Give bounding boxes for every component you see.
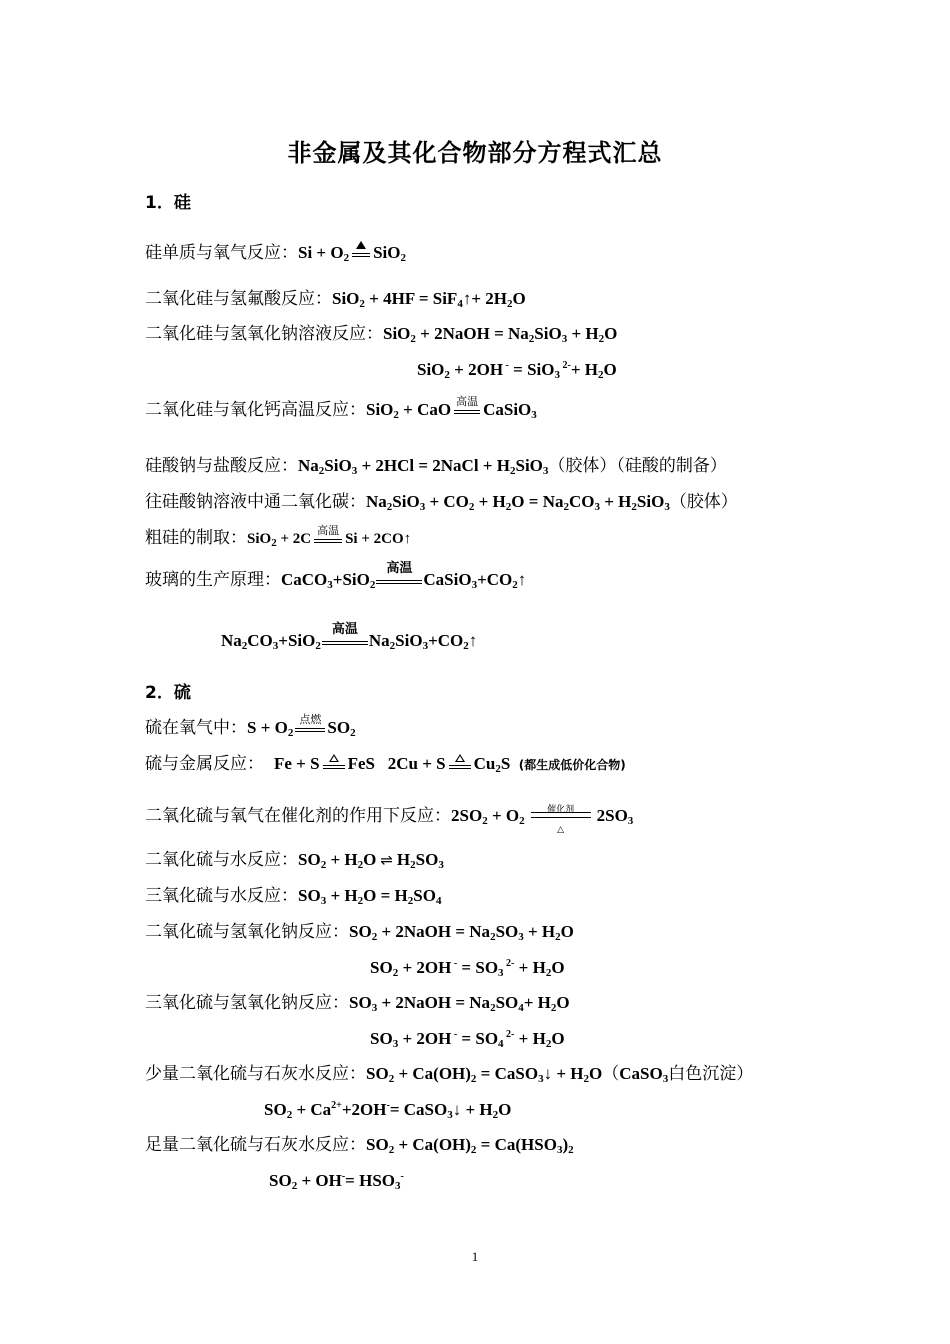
- equation-line: 二氧化硫与氧气在催化剂的作用下反应：$2SO_2 + O_2$ 催化剂 △ $2SO_3$: [145, 805, 634, 835]
- reaction-label: 玻璃的生产原理：: [145, 570, 281, 590]
- page-number: 1: [471, 1249, 479, 1264]
- reaction-label: 往硅酸钠溶液中通二氧化碳：: [145, 492, 366, 512]
- reaction-note: 白色沉淀）: [668, 1064, 754, 1084]
- equation-line: 硫在氧气中：$S + O_2$ 点燃 $SO_2$: [145, 713, 356, 739]
- equation-line: 粗硅的制取：SiO$_2$ + 2C 高温 Si + 2CO↑: [145, 524, 412, 549]
- ionic-equation: $SO_3 + 2OH$ $^- = SO_4$ $^{2-} + H_2O$: [370, 1029, 565, 1050]
- equation-line: 二氧化硫与氢氧化钠反应：$SO_2$ + 2NaOH = $Na_2SO_3 + H_2O$: [145, 922, 574, 943]
- reaction-label: 二氧化硅与氧化钙高温反应：: [145, 400, 366, 420]
- reaction-note: （胶体）: [669, 492, 738, 512]
- equation-line: $Na_2CO_3+SiO_2$ 高温 $Na_2SiO_3+CO_2↑$: [221, 622, 478, 652]
- equation-line: 硅单质与氧气反应：$Si + O_2$ SiO$_2$: [145, 243, 406, 264]
- condition-label: 高温: [331, 622, 358, 637]
- ionic-equation: $SO_2 + Ca^{2+}+2OH^-=$ CaSO$_3$↓ + $H_2O$: [264, 1100, 512, 1121]
- reaction-label: 硫在氧气中：: [145, 718, 247, 738]
- section-heading-silicon: 1．硅: [145, 193, 191, 213]
- reaction-note: （胶体）（硅酸的制备）: [548, 456, 727, 476]
- reaction-label: 足量二氧化硫与石灰水反应：: [145, 1135, 366, 1155]
- equation-line: 往硅酸钠溶液中通二氧化碳：$Na_2SiO_3 + CO_2 + H_2O = Na_2CO_3 + H_2SiO_3$（胶体）: [145, 492, 738, 513]
- reaction-label: 二氧化硅与氢氟酸反应：: [145, 289, 332, 309]
- ionic-equation: SiO$_2$ + 2OH - = SiO$_3$ $^{2-}+ H_2O$: [417, 360, 617, 381]
- equation-line: 三氧化硫与氢氧化钠反应：$SO_3$ + 2NaOH = $Na_2SO_4+ H_2O$: [145, 993, 570, 1014]
- equation-line: 二氧化硅与氢氧化钠溶液反应：SiO$_2$ + 2NaOH = $Na_2SiO_3 + H_2O$: [145, 324, 618, 345]
- reaction-label: 二氧化硅与氢氧化钠溶液反应：: [145, 324, 383, 344]
- reaction-label: 二氧化硫与水反应：: [145, 850, 298, 870]
- equation-line: 玻璃的生产原理：CaCO$_3$+SiO$_2$ 高温 $CaSiO_3+CO_2↑$: [145, 561, 527, 591]
- condition-label: 高温: [386, 561, 413, 576]
- reaction-label: 硅酸钠与盐酸反应：: [145, 456, 298, 476]
- reaction-label: 三氧化硫与氢氧化钠反应：: [145, 993, 349, 1013]
- equation-line: 二氧化硫与水反应：$SO_2 + H_2O$ ⇌ $H_2SO_3$: [145, 850, 444, 871]
- equation-line: 足量二氧化硫与石灰水反应：$SO_2 + Ca(OH)_2 = Ca(HSO_3)_2$: [145, 1135, 574, 1156]
- equation-line: 二氧化硅与氢氟酸反应：SiO$_2$ + 4HF = SiF$_4$↑+ $2H_2O$: [145, 289, 526, 310]
- reaction-label: 粗硅的制取：: [145, 528, 247, 548]
- equation-line: 硫与金属反应： Fe + S FeS 2Cu + S $Cu_2S$ (都生成低价化合物): [145, 754, 626, 775]
- reaction-label: 硅单质与氧气反应：: [145, 243, 298, 263]
- condition-label: 点燃: [299, 713, 322, 726]
- section-heading-sulfur: 2．硫: [145, 683, 191, 703]
- reaction-label: 二氧化硫与氢氧化钠反应：: [145, 922, 349, 942]
- condition-label: 高温: [317, 524, 340, 537]
- reaction-label: 硫与金属反应：: [145, 754, 264, 774]
- reaction-note: (都生成低价化合物): [518, 758, 626, 772]
- reversible-arrow-icon: ⇌: [380, 851, 393, 869]
- equation-line: 二氧化硅与氧化钙高温反应：SiO$_2$ + CaO 高温 CaSiO$_3$: [145, 395, 537, 421]
- reaction-label: 二氧化硫与氧气在催化剂的作用下反应：: [145, 806, 451, 826]
- reaction-label: 少量二氧化硫与石灰水反应：: [145, 1064, 366, 1084]
- ionic-equation: $SO_2 + OH^-= HSO_3^-$: [269, 1171, 404, 1192]
- ionic-equation: $SO_2 + 2OH$ $^- = SO_3$ $^{2-} + H_2O$: [370, 958, 565, 979]
- equation-line: 少量二氧化硫与石灰水反应：$SO_2 + Ca(OH)_2$ = CaSO$_3$↓ + $H_2O(CaSO_3$白色沉淀）: [145, 1064, 754, 1085]
- reaction-label: 三氧化硫与水反应：: [145, 886, 298, 906]
- reversible-catalyst-arrow: 催化剂 △: [531, 804, 591, 828]
- page-title: 非金属及其化合物部分方程式汇总: [287, 139, 663, 167]
- equation-line: 三氧化硫与水反应：$SO_3 + H_2O = H_2SO_4$: [145, 886, 442, 907]
- equation-line: 硅酸钠与盐酸反应：$Na_2SiO_3 + 2HCl$ = 2NaCl + $H_2SiO_3$（胶体）（硅酸的制备）: [145, 456, 727, 477]
- condition-label: 高温: [456, 395, 479, 408]
